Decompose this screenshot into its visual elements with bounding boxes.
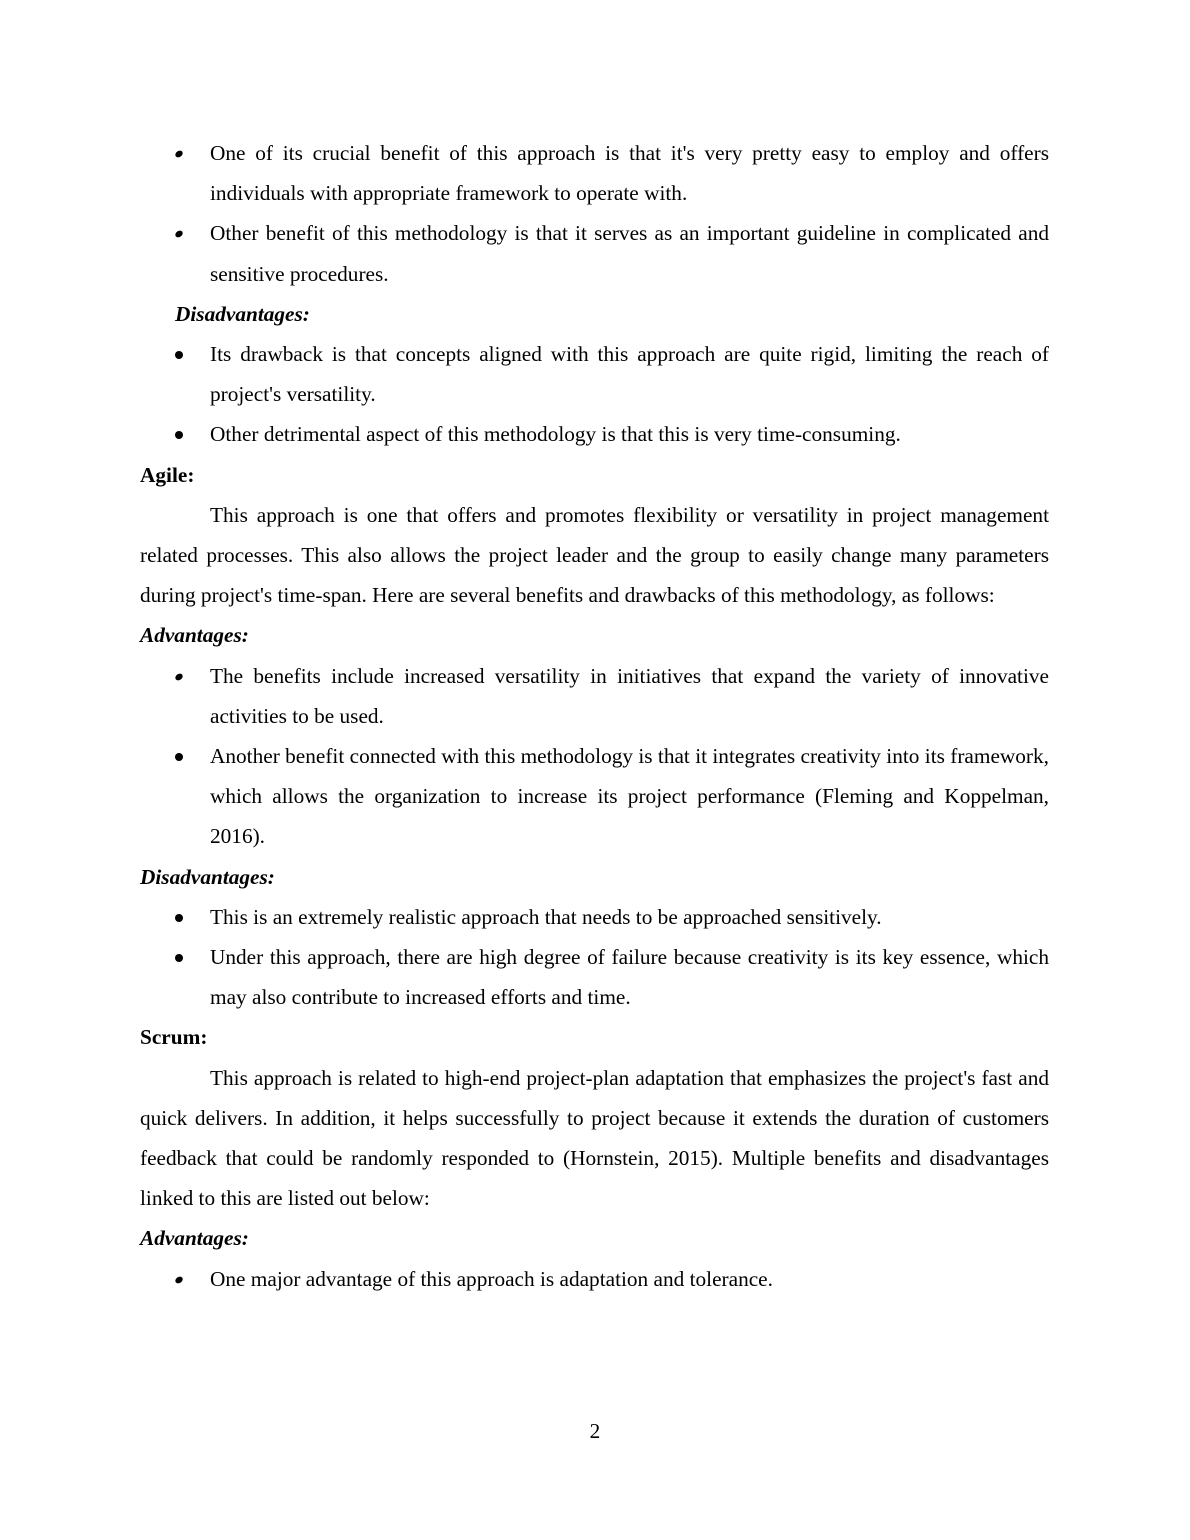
bullet-icon bbox=[175, 351, 183, 359]
bullet-icon bbox=[174, 230, 184, 240]
list-item-text: One of its crucial benefit of this approach is that it's very pretty easy to employ and offers individuals with appropriate framework to operate with. bbox=[210, 141, 1049, 206]
agile-disadvantages-heading: Disadvantages: bbox=[140, 864, 275, 889]
list-item bbox=[210, 897, 1049, 937]
list-item-text: One major advantage of this approach is adaptation and tolerance. bbox=[210, 1266, 773, 1291]
list-item-text: Its drawback is that concepts aligned with this approach are quite rigid, limiting the reach of project's versatility. bbox=[210, 342, 1049, 407]
list-item-text: Another benefit connected with this methodology is that it integrates creativity into its framework, which allows the organization to increase its project performance (Fleming and Koppelman, 2016). bbox=[210, 744, 1049, 849]
list-item bbox=[210, 1259, 1049, 1299]
scrum-heading: Scrum: bbox=[140, 1025, 208, 1050]
waterfall-advantages-list bbox=[140, 133, 1049, 294]
agile-advantages-heading: Advantages: bbox=[140, 623, 249, 648]
list-item-text: The benefits include increased versatility in initiatives that expand the variety of innovative activities to be used. bbox=[210, 663, 1049, 728]
list-item bbox=[210, 213, 1049, 293]
bullet-icon bbox=[174, 1275, 184, 1285]
agile-heading: Agile: bbox=[140, 462, 195, 487]
page-number: 2 bbox=[589, 1419, 601, 1443]
list-item-text: Under this approach, there are high degree of failure because creativity is its key essence, which may also contribute to increased efforts and time. bbox=[210, 945, 1049, 1010]
bullet-icon bbox=[174, 149, 184, 159]
list-item bbox=[210, 133, 1049, 213]
list-item bbox=[210, 334, 1049, 414]
bullet-icon bbox=[175, 914, 183, 922]
agile-disadvantages-list bbox=[140, 897, 1049, 1018]
scrum-intro-paragraph: This approach is related to high-end project-plan adaptation that emphasizes the project's fast and quick delivers. In addition, it helps successfully to project because it extends the duration of customers feedback that could be randomly responded to (Hornstein, 2015). Multiple benefits and disadvantages linked to this are listed out below: bbox=[140, 1065, 1049, 1211]
waterfall-disadvantages-list bbox=[140, 334, 1049, 455]
list-item bbox=[210, 414, 1049, 454]
list-item bbox=[210, 656, 1049, 736]
bullet-icon bbox=[175, 954, 183, 962]
list-item-text: Other detrimental aspect of this methodology is that this is very time-consuming. bbox=[210, 422, 901, 447]
bullet-icon bbox=[175, 753, 183, 761]
bullet-icon bbox=[175, 431, 183, 439]
list-item bbox=[210, 937, 1049, 1017]
agile-advantages-list bbox=[140, 656, 1049, 857]
bullet-icon bbox=[174, 672, 184, 682]
list-item-text: This is an extremely realistic approach that needs to be approached sensitively. bbox=[210, 904, 882, 929]
scrum-advantages-list bbox=[140, 1259, 1049, 1299]
waterfall-disadvantages-heading: Disadvantages: bbox=[175, 301, 310, 326]
agile-intro-paragraph: This approach is one that offers and promotes flexibility or versatility in project management related processes. This also allows the project leader and the group to easily change many parameters during project's time-span. Here are several benefits and drawbacks of this methodology, as follows: bbox=[140, 502, 1049, 608]
document-page bbox=[140, 133, 1049, 1299]
scrum-advantages-heading: Advantages: bbox=[140, 1226, 249, 1251]
list-item bbox=[210, 736, 1049, 857]
list-item-text: Other benefit of this methodology is that it serves as an important guideline in complicated and sensitive procedures. bbox=[210, 221, 1049, 286]
